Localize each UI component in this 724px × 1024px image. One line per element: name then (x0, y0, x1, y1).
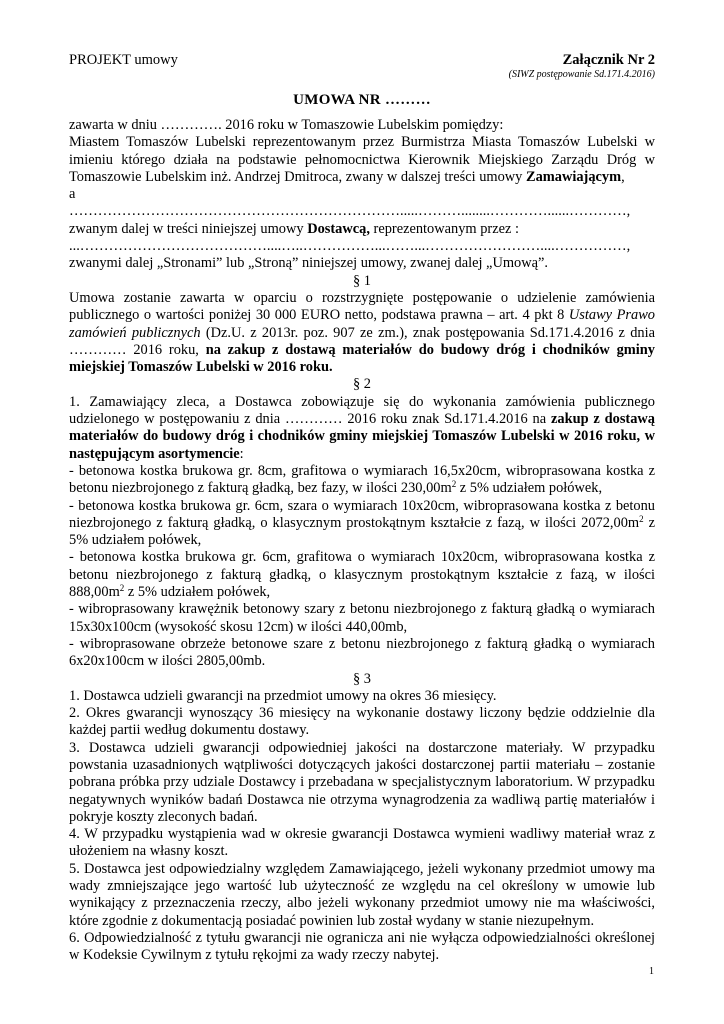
blank-line-representative: ...…………………………………....…..……………...……...……………………....……………, (69, 238, 631, 255)
section-3-heading: § 3 (353, 670, 371, 687)
section-3-point-2: 2. Okres gwarancji wynoszący 36 miesięcy na wykonanie dostawy liczony będzie oddzielnie dla każdej partii według dokumentu dostawy. (69, 705, 655, 739)
dostawca-term: Dostawcą, (307, 220, 370, 237)
section-3-point-4: 4. W przypadku wystąpienia wad w okresie gwarancji Dostawca wymieni wadliwy materiał wraz z ułożeniem na własny koszt. (69, 826, 655, 860)
conjunction: a (69, 186, 76, 203)
zamawiajacy-term: Zamawiającym (525, 168, 622, 185)
section-3-point-1: 1. Dostawca udzieli gwarancji na przedmiot umowy na okres 36 miesięcy. (69, 687, 497, 704)
contract-title: UMOWA NR ……… (293, 92, 431, 108)
section-3-point-5: 5. Dostawca jest odpowiedzialny względem Zamawiającego, jeżeli wykonany przedmiot umowy ma wady zmniejszające jego wartość lub użyteczność ze względu na cel określony w umowie lub wynikający z przeznaczenia rzeczy, albo jeżeli wykonany przedmiot umowy nie ma właściwości, które zgodnie z dokumentacją posiadać powinien lub został wydany w stanie niezupełnym. (69, 860, 655, 929)
party-2-paragraph: zwanym dalej w treści niniejszej umowy Dostawcą, reprezentowanym przez : (69, 220, 519, 237)
order-subject-bold: zakup z dostawą materiałów do budowy dróg i chodników gminy miejskiej Tomaszów Lubelski w 2016 roku, w następującym asortymencie (69, 411, 655, 462)
section-1-heading: § 1 (353, 272, 371, 289)
item-4: - wibroprasowany krawężnik betonowy szary z betonu niezbrojonego z fakturą gładką o wymiarach 15x30x100cm (wysokość skosu 12cm) w ilości 440,00mb, (69, 601, 655, 635)
contract-body (69, 117, 655, 965)
intro-line: zawarta w dniu …………. 2016 roku w Tomaszowie Lubelskim pomiędzy: (69, 117, 504, 133)
party-1-paragraph: Miastem Tomaszów Lubelski reprezentowanym przez Burmistrza Miasta Tomaszów Lubelski w imieniu którego działa na podstawie pełnomocnictwa Kierownik Miejskiego Zarządu Dróg w Tomaszowie Lubelskim inż. Andrzej Dmitroca, zwany w dalszej treści umowy Zamawiającym, (69, 134, 655, 185)
section-2-heading: § 2 (353, 376, 371, 393)
section-3-point-3: 3. Dostawca udzieli gwarancji odpowiedniej jakości na dostarczone materiały. W przypadku powstania uzasadnionych wątpliwości dotyczących jakości dostarczonej partii materiału – zostanie pobrana próbka przy udziale Dostawcy i przebadana w specjalistycznym laboratorium. W przypadku negatywnych wyników badań Dostawca nie otrzyma wynagrodzenia za wadliwą partię materiałów i pokryje koszty zleconych badań. (69, 739, 655, 825)
page-header (69, 52, 655, 86)
attachment-label: Załącznik Nr 2 (562, 52, 655, 68)
section-2-paragraph-1: 1. Zamawiający zleca, a Dostawca zobowiązuje się do wykonania zamówienia publicznego udzielonego w postępowaniu z dnia ………… 2016 roku znak Sd.171.4.2016 na zakup z dostawą materiałów do budowy dróg i chodników gminy miejskiej Tomaszów Lubelski w 2016 roku, w następującym asortymencie: (69, 393, 655, 462)
parties-definition: zwanymi dalej „Stronami” lub „Stroną” niniejszej umowy, zwanej dalej „Umową”. (69, 255, 548, 272)
act-title: Ustawy Prawo zamówień publicznych (69, 307, 655, 341)
section-3-point-6: 6. Odpowiedzialność z tytułu gwarancji nie ogranicza ani nie wyłącza odpowiedzialności określonej w Kodeksie Cywilnym z tytułu rękojmi za wady rzeczy nabytej. (69, 929, 655, 964)
draft-label: PROJEKT umowy (69, 52, 178, 68)
item-2: - betonowa kostka brukowa gr. 6cm, szara o wymiarach 10x20cm, wibroprasowana kostka z betonu niezbrojonego z fakturą gładką, o klasycznym prostokątnym kształcie z fazą, w ilości $2072,00m^2$ z 5% udziałem połówek, (69, 497, 655, 549)
section-1-paragraph: Umowa zostanie zawarta w oparciu o rozstrzygnięte postępowanie o udzielenie zamówienia publicznego o wartości poniżej 30 000 EURO netto, podstawa prawna – art. 4 pkt 8 Ustawy Prawo zamówień publicznych (Dz.U. z 2013r. poz. 907 ze zm.), znak postępowania Sd.171.4.2016 z dnia ………… 2016 roku, na zakup z dostawą materiałów do budowy dróg i chodników gminy miejskiej Tomaszów Lubelski w 2016 roku. (69, 289, 655, 376)
item-1: - betonowa kostka brukowa gr. 8cm, grafitowa o wymiarach 16,5x20cm, wibroprasowana kostka z betonu niezbrojonego z fakturą gładką, bez fazy, w ilości $230,00m^2$ z 5% udziałem połówek, (69, 462, 655, 497)
procedure-reference: (SIWZ postępowanie Sd.171.4.2016) (508, 69, 655, 80)
page-number: 1 (649, 966, 654, 977)
item-5: - wibroprasowane obrzeże betonowe szare z betonu niezbrojonego z fakturą gładką o wymiarach 6x20x100cm w ilości 2805,00mb. (69, 635, 655, 670)
subject-bold: na zakup z dostawą materiałów do budowy dróg i chodników gminy miejskiej Tomaszów Lubelski w 2016 roku. (69, 341, 655, 376)
blank-line-contractor: …………………………………………………………….....………........…………......…………, (69, 203, 631, 220)
item-3: - betonowa kostka brukowa gr. 6cm, grafitowa o wymiarach 10x20cm, wibroprasowana kostka z betonu niezbrojonego z fakturą gładką, o klasycznym prostokątnym kształcie z fazą, w ilości $888,00m^2$ z 5% udziałem połówek, (69, 549, 655, 601)
